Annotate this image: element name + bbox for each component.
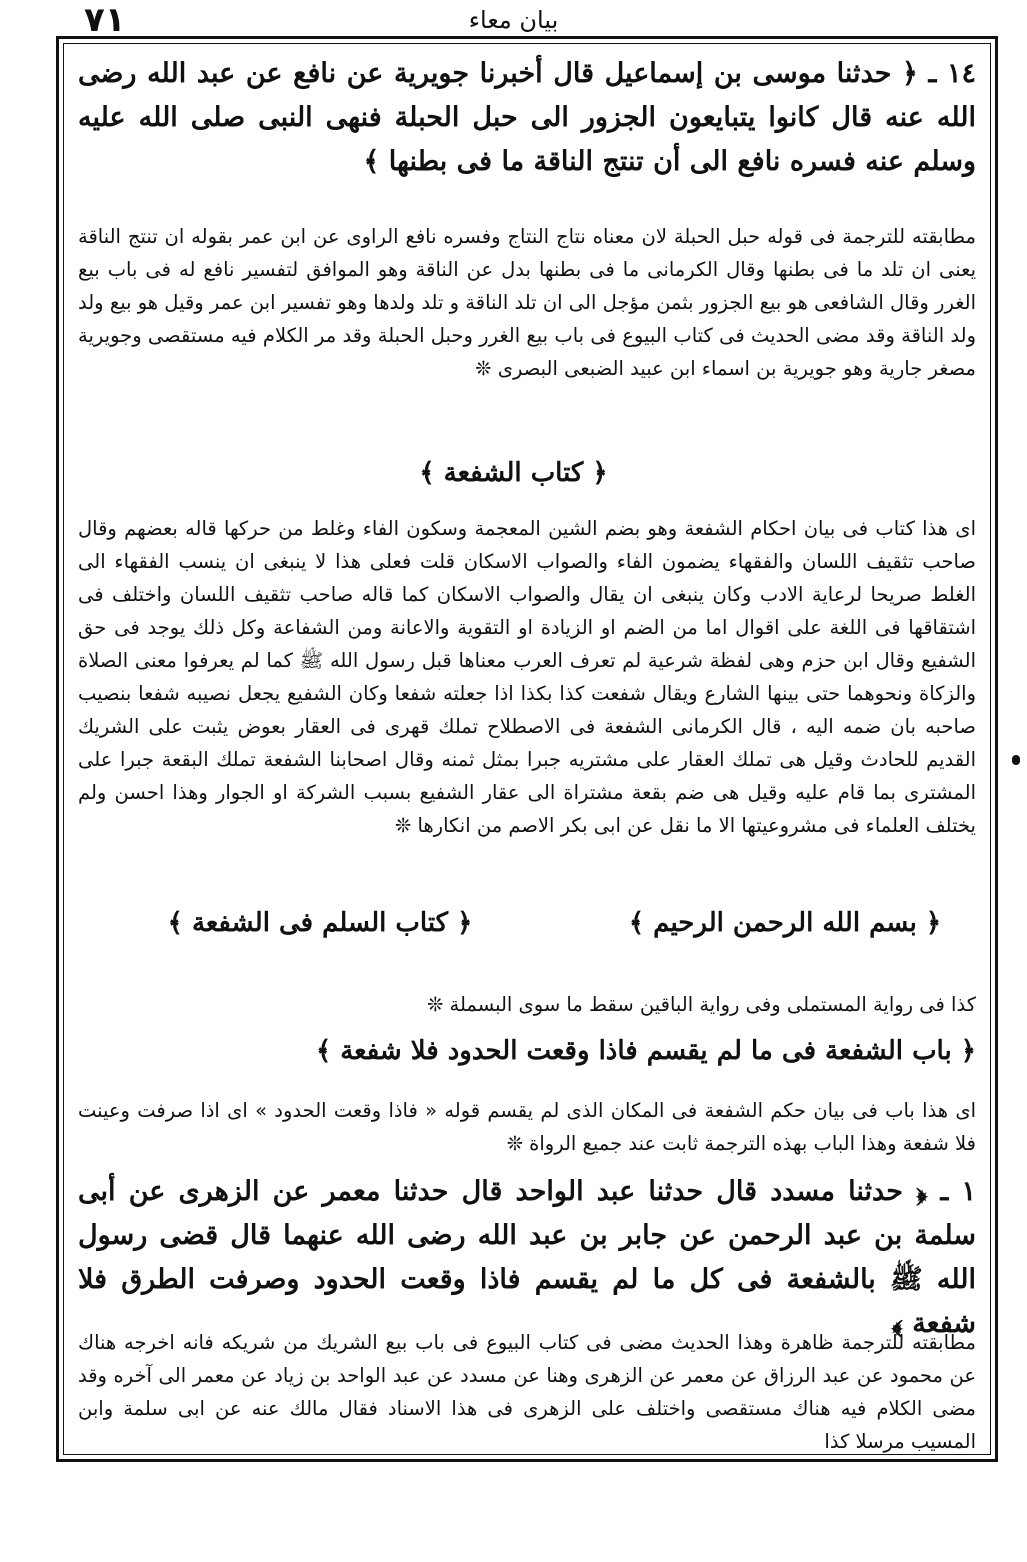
- book-heading-salam: ﴿ كتاب السلم فی الشفعة ﴾: [167, 908, 473, 938]
- margin-mark: [1012, 755, 1020, 765]
- riwaya-note: كذا فی رواية المستملی وفی رواية الباقين سقط ما سوی البسملة ❊: [426, 993, 976, 1016]
- hadith-14: ١٤ ـ ﴿ حدثنا موسی بن إسماعيل قال أخبرنا جويرية عن نافع عن عبد الله رضی الله عنه قال كانوا يتبايعون الجزور الی حبل الحبلة فنهی النبی صلی الله عليه وسلم عنه فسره نافع الی أن تنتج الناقة ما فی بطنها ﴾: [78, 58, 976, 177]
- bab-heading: ﴿ باب الشفعة فی ما لم يقسم فاذا وقعت الحدود فلا شفعة ﴾: [315, 1036, 976, 1066]
- commentary-hadith-14: مطابقته للترجمة فی قوله حبل الحبلة لان معناه نتاج النتاج وفسره نافع الراوی عن ابن عمر بقوله ان تنتج الناقة يعنی ان تلد ما فی بطنها وقال الكرمانی ما فی بطنها بدل عن الناقة وهو الموافق لتفسير نافع له فی باب بيع الغرر وقال الشافعی هو بيع الجزور بثمن مؤجل الی ان تلد الناقة و تلد ولدها وهو تفسير ابن عمر وقيل هو بيع ولد ولد الناقة وقد مضی الحديث فی كتاب البيوع فی باب بيع الغرر وحبل الحبلة وقد مر الكلام فيه مستقصی وجويرية مصغر جارية وهو جويرية بن اسماء ابن عبيد الضبعی البصری ❊: [78, 225, 976, 380]
- basmala-heading: ﴿ بسم الله الرحمن الرحيم ﴾: [628, 908, 942, 938]
- page-number: ٧١: [84, 0, 126, 40]
- hadith-1: ١ ـ ﴿ حدثنا مسدد قال حدثنا عبد الواحد قال حدثنا معمر عن الزهری عن أبی سلمة بن عبد الرحمن عن جابر بن عبد الله رضی الله عنهما قال قضی رسول الله ﷺ بالشفعة فی كل ما لم يقسم فاذا وقعت الحدود وصرفت الطرق فلا شفعة ﴾: [78, 1176, 976, 1339]
- running-head: بیان معاء: [468, 6, 559, 34]
- commentary-hadith-1: مطابقته للترجمة ظاهرة وهذا الحديث مضی فی كتاب البيوع فی باب بيع الشريك من شريكه فانه اخرجه هناك عن محمود عن عبد الرزاق عن معمر عن الزهری وهنا عن مسدد عن عبد الواحد بن زياد عن معمر الی آخره وقد مضی الكلام فيه هناك مستقصی واختلف علی الزهری فی هذا الاسناد فقال مالك عنه عن ابی سلمة وابن المسيب مرسلا كذا: [78, 1331, 976, 1453]
- book-heading-shufa: ﴿ كتاب الشفعة ﴾: [419, 458, 608, 488]
- commentary-bab: ای هذا باب فی بيان حكم الشفعة فی المكان الذی لم يقسم قوله « فاذا وقعت الحدود » ای اذا صرفت وعينت فلا شفعة وهذا الباب بهذه الترجمة ثابت عند جميع الرواة ❊: [78, 1099, 976, 1155]
- commentary-book-shufa: ای هذا كتاب فی بيان احكام الشفعة وهو بضم الشين المعجمة وسكون الفاء وغلط من حركها قاله بعضهم وقال صاحب تثقيف اللسان والفقهاء يضمون الفاء والصواب الاسكان قلت فعلی هذا لا ينبغی ان ينسب الفقهاء الی الغلط صريحا لرعاية الادب وكان ينبغی ان يقال والصواب الاسكان كما قاله صاحب تثقيف اللسان واختلف فی اشتقاقها فی اللغة علی اقوال اما من الضم او الزيادة او التقوية والاعانة ومن الشفاعة وكل ذلك يوجد فی حق الشفيع وقال ابن حزم وهی لفظة شرعية لم تعرف العرب معناها قبل رسول الله ﷺ كما لم يعرفوا معنی الصلاة والزكاة ونحوهما حتی بينها الشارع ويقال شفعت كذا بكذا اذا جعلته شفعا وكان الشفيع يجعل نصيبه شفعا بنصيب صاحبه بان ضمه اليه ، قال الكرمانی الشفعة فی الاصطلاح تملك قهری فی العقار بعوض يثبت علی الشريك القديم للحادث وقيل هی تملك العقار علی مشتريه جبرا بمثل ثمنه وقال اصحابنا الشفعة تملك البقعة جبرا علی المشتری بما قام عليه وقيل هی ضم بقعة مشتراة الی عقار الشفيع بسبب الشركة او الجوار وهذا احسن ولم يختلف العلماء فی مشروعيتها الا ما نقل عن ابی بكر الاصم من انكارها ❊: [78, 517, 976, 837]
